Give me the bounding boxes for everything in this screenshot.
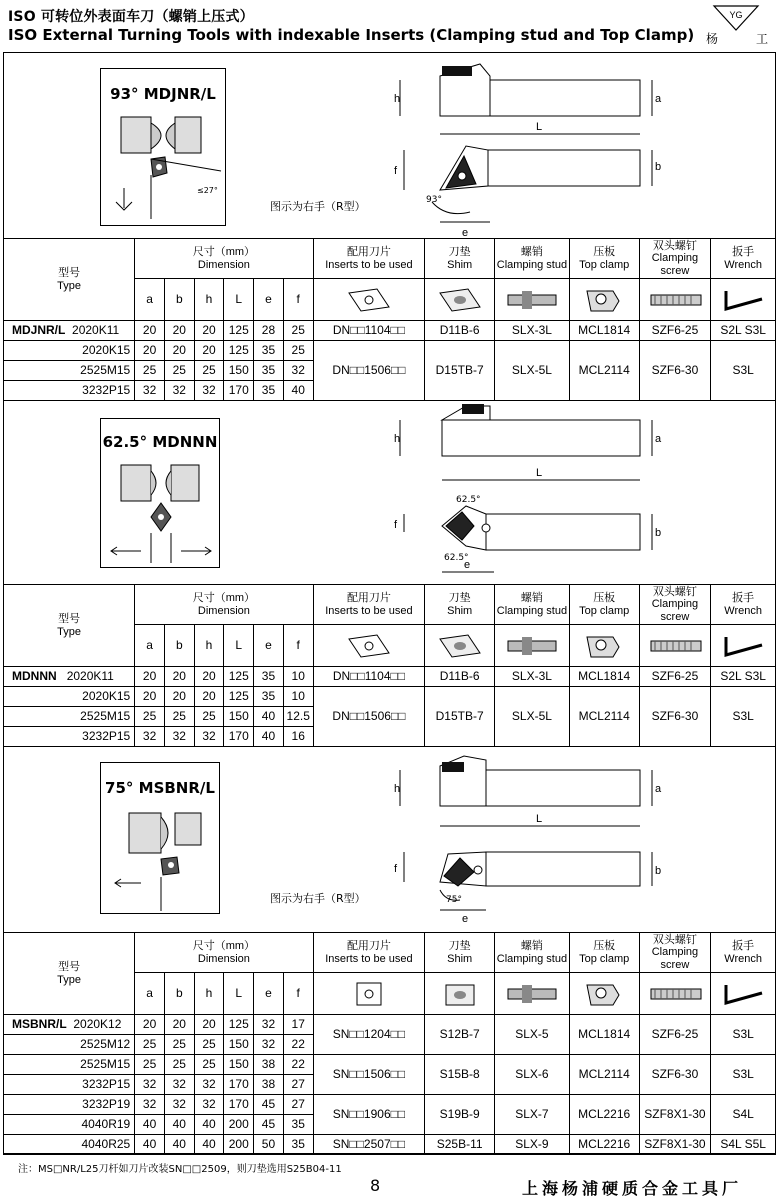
wrench-header: 扳手 Wrench <box>711 933 776 973</box>
shim-picture <box>425 973 495 1015</box>
insert-picture <box>313 625 425 667</box>
section1-family: MDJNR/L <box>12 322 66 337</box>
wrench-picture <box>711 279 776 321</box>
shim-icon <box>434 979 486 1009</box>
table-row: 3232P19 32 32 32 170 45 27 SN□□1906□□ S19B-9 SLX-7 MCL2216 SZF8X1-30 S4L <box>4 1095 776 1115</box>
table-row: 2020K15 20 20 20 125 35 10 DN□□1506□□ D15TB-7 SLX-5L MCL2114 SZF6-30 S3L <box>4 687 776 707</box>
top-clamp-icon <box>579 979 629 1009</box>
section1-angle-main: 93° <box>426 195 442 205</box>
wrench-picture <box>711 625 776 667</box>
section1-tool-drawing <box>390 62 680 242</box>
clamping-screw-icon <box>645 979 705 1009</box>
section3-title: 75° MSBNR/L <box>105 779 215 797</box>
table-row: 2525M15 25 25 25 150 38 22 SN□□1506□□ S15B-8 SLX-6 MCL2114 SZF6-30 S3L <box>4 1055 776 1075</box>
screw-picture <box>639 279 711 321</box>
logo-caption <box>706 30 768 47</box>
section3-detail-inset <box>100 762 220 914</box>
screw-header: 双头螺钉 Clamping screw <box>639 933 711 973</box>
screw-header: 双头螺钉 Clamping screw <box>639 585 711 625</box>
s2-dim-L-label: L <box>536 467 543 479</box>
section1-caption: 图示为右手（R型） <box>270 200 366 213</box>
clamping-stud-icon <box>502 979 562 1009</box>
clamp-picture <box>569 973 639 1015</box>
dim-e-label: e <box>462 227 469 239</box>
shim-icon <box>434 631 486 661</box>
dim-f-header: f <box>283 279 313 321</box>
type-header: 型号 Type <box>4 933 135 1015</box>
table-row: 2525M15 25 25 25 150 35 32 <box>4 361 776 381</box>
logo-cn-2: 工 <box>755 32 768 46</box>
dim-b-header: b <box>164 279 194 321</box>
s2-dim-h-label: h <box>394 433 401 445</box>
s3-dim-b-label: b <box>655 865 662 877</box>
insert-header: 配用刀片 Inserts to be used <box>313 933 425 973</box>
hex-wrench-icon <box>718 631 768 661</box>
section3-angle-main: 75° <box>446 895 462 905</box>
table-row: 2020K15 20 20 20 125 35 25 DN□□1506□□ D15TB-7 SLX-5L MCL2114 SZF6-30 S3L <box>4 341 776 361</box>
dim-L-label: L <box>536 121 543 133</box>
table-row: MDJNR/L 2020K11 20 20 20 125 28 25 DN□□1104□□ D11B-6 SLX-3L MCL1814 SZF6-25 S2L S3L <box>4 321 776 341</box>
insert-picture <box>313 973 425 1015</box>
s3-dim-e-label: e <box>462 913 469 925</box>
top-clamp-icon <box>579 285 629 315</box>
page-number: 8 <box>370 1176 381 1195</box>
dim-a-header: a <box>135 279 165 321</box>
section3-caption: 图示为右手（R型） <box>270 892 366 905</box>
s2-dim-e-label: e <box>464 559 471 571</box>
screw-header: 双头螺钉 Clamping screw <box>639 239 711 279</box>
table-row: 4040R19 40 40 40 200 45 35 <box>4 1115 776 1135</box>
section2-angle-main: 62.5° <box>456 495 481 505</box>
section3-family: MSBNR/L <box>12 1016 67 1031</box>
clamp-header: 压板 Top clamp <box>569 239 639 279</box>
clamp-picture <box>569 625 639 667</box>
clamp-header: 压板 Top clamp <box>569 933 639 973</box>
stud-picture <box>495 973 570 1015</box>
rhombic-insert-icon <box>343 285 395 315</box>
section2-angle-small: 62.5° <box>444 553 469 563</box>
table-row: 4040R25 40 40 40 200 50 35 SN□□2507□□ S25B-11 SLX-9 MCL2216 SZF8X1-30 S4L S5L <box>4 1135 776 1155</box>
section1-angle-small: ≤27° <box>197 186 218 195</box>
section2-detail-drawing <box>101 459 219 563</box>
wrench-picture <box>711 973 776 1015</box>
table-row: 3232P15 32 32 32 170 35 40 <box>4 381 776 401</box>
section1-title: 93° MDJNR/L <box>110 85 216 103</box>
section1-feed-arrow-icon <box>112 188 136 214</box>
s3-dim-f-label: f <box>394 863 398 875</box>
clamp-picture <box>569 279 639 321</box>
shim-picture <box>425 625 495 667</box>
clamp-header: 压板 Top clamp <box>569 585 639 625</box>
dim-e-header: e <box>254 279 284 321</box>
shim-picture <box>425 279 495 321</box>
hex-wrench-icon <box>718 979 768 1009</box>
shim-header: 刀垫 Shim <box>425 933 495 973</box>
hex-wrench-icon <box>718 285 768 315</box>
insert-picture <box>313 279 425 321</box>
section2-title: 62.5° MDNNN <box>102 433 218 451</box>
shim-header: 刀垫 Shim <box>425 585 495 625</box>
type-header: 型号 Type <box>4 239 135 321</box>
clamping-stud-icon <box>502 631 562 661</box>
section2-detail-inset <box>100 418 220 568</box>
stud-picture <box>495 279 570 321</box>
dimension-header: 尺寸（mm） Dimension <box>135 585 313 625</box>
footnote: 注：MS□NR/L25刀杆如刀片改装SN□□2509，则刀垫选用S25B04-11 <box>18 1164 342 1175</box>
clamping-stud-icon <box>502 285 562 315</box>
table-row: MSBNR/L 2020K12 20 20 20 125 32 17 SN□□1204□□ S12B-7 SLX-5 MCL1814 SZF6-25 S3L <box>4 1015 776 1035</box>
stud-header: 螺销 Clamping stud <box>495 585 570 625</box>
screw-picture <box>639 625 711 667</box>
rhombic-insert-icon <box>343 631 395 661</box>
stud-header: 螺销 Clamping stud <box>495 933 570 973</box>
dim-h-label: h <box>394 93 401 105</box>
table-row: 2525M12 25 25 25 150 32 22 <box>4 1035 776 1055</box>
s3-dim-h-label: h <box>394 783 401 795</box>
dim-f-label: f <box>394 165 398 177</box>
clamping-screw-icon <box>645 285 705 315</box>
table-row: 3232P15 32 32 32 170 40 16 <box>4 727 776 747</box>
dim-a-label: a <box>655 93 662 105</box>
section2-tool-drawing <box>390 402 680 582</box>
s3-dim-a-label: a <box>655 783 662 795</box>
type-header: 型号 Type <box>4 585 135 667</box>
section1-spec-table <box>3 238 776 401</box>
top-clamp-icon <box>579 631 629 661</box>
dim-h-header: h <box>194 279 224 321</box>
square-insert-icon <box>343 979 395 1009</box>
table-row: MDNNN 2020K11 20 20 20 125 35 10 DN□□1104□□ D11B-6 SLX-3L MCL1814 SZF6-25 S2L S3L <box>4 667 776 687</box>
screw-picture <box>639 973 711 1015</box>
dim-b-label: b <box>655 161 662 173</box>
section2-family: MDNNN <box>12 668 57 683</box>
section3-detail-drawing <box>101 803 219 911</box>
clamping-screw-icon <box>645 631 705 661</box>
title-cn: ISO 可转位外表面车刀（螺销上压式） <box>8 9 254 25</box>
stud-header: 螺销 Clamping stud <box>495 239 570 279</box>
s3-dim-L-label: L <box>536 813 543 825</box>
s2-dim-a-label: a <box>655 433 662 445</box>
company-name: 上海杨浦硬质合金工具厂 <box>522 1179 743 1198</box>
logo-cn-1: 杨 <box>706 32 719 46</box>
s2-dim-f-label: f <box>394 519 398 531</box>
section3-tool-drawing <box>390 750 680 930</box>
dimension-header: 尺寸（mm） Dimension <box>135 933 313 973</box>
shim-header: 刀垫 Shim <box>425 239 495 279</box>
dimension-header: 尺寸（mm） Dimension <box>135 239 313 279</box>
wrench-header: 扳手 Wrench <box>711 239 776 279</box>
table-row: 3232P15 32 32 32 170 38 27 <box>4 1075 776 1095</box>
logo-mark: YG <box>729 10 743 20</box>
stud-picture <box>495 625 570 667</box>
shim-icon <box>434 285 486 315</box>
insert-header: 配用刀片 Inserts to be used <box>313 585 425 625</box>
section2-spec-table: 型号 Type 尺寸（mm） Dimension 配用刀片 Inserts to be used 刀垫 Shim 螺销 Clamping stud 压板 Top clamp 双头螺钉 Clamping screw 扳手 Wrench a b h L e f MDNNN 2020K11 20 20 20 125 35 10 DN□□1104□□ D11B-6 SLX-3L MCL1814 SZF6-25 S2L S3L 2020K15 20 20 20 125 35 10 DN□□1506□□ D15TB-7 SLX-5L MCL2114 SZF6-30 S3L 2525M15 25 25 25 150 40 12.5 3232P15 32 32 32 170 40 16 <box>3 584 776 747</box>
dim-L-header: L <box>224 279 254 321</box>
title-en: ISO External Turning Tools with indexable Inserts (Clamping stud and Top Clamp) <box>8 26 695 44</box>
table-row: 2525M15 25 25 25 150 40 12.5 <box>4 707 776 727</box>
wrench-header: 扳手 Wrench <box>711 585 776 625</box>
section3-spec-table: 型号 Type 尺寸（mm） Dimension 配用刀片 Inserts to be used 刀垫 Shim 螺销 Clamping stud 压板 Top clamp 双头螺钉 Clamping screw 扳手 Wrench a b h L e f MSBNR/L 2020K12 20 20 20 125 32 17 SN□□1204□□ S12B-7 SLX-5 MCL1814 SZF6-25 S3L 2525M12 25 25 25 150 32 22 2525M15 25 25 25 150 38 22 SN□□1506□□ S15B-8 SLX-6 MCL2114 SZF6-30 S3L 3232P15 32 32 32 170 38 27 3232P19 32 32 32 170 45 27 SN□□1906□□ S19B-9 SLX-7 MCL2216 SZF8X1-30 S4L 4040R19 40 40 40 200 45 35 4040R25 40 40 40 200 50 35 SN□□2507□□ S25B-11 SLX-9 MCL2216 SZF8X1-30 S4L S5L <box>3 932 776 1155</box>
s2-dim-b-label: b <box>655 527 662 539</box>
insert-header: 配用刀片 Inserts to be used <box>313 239 425 279</box>
